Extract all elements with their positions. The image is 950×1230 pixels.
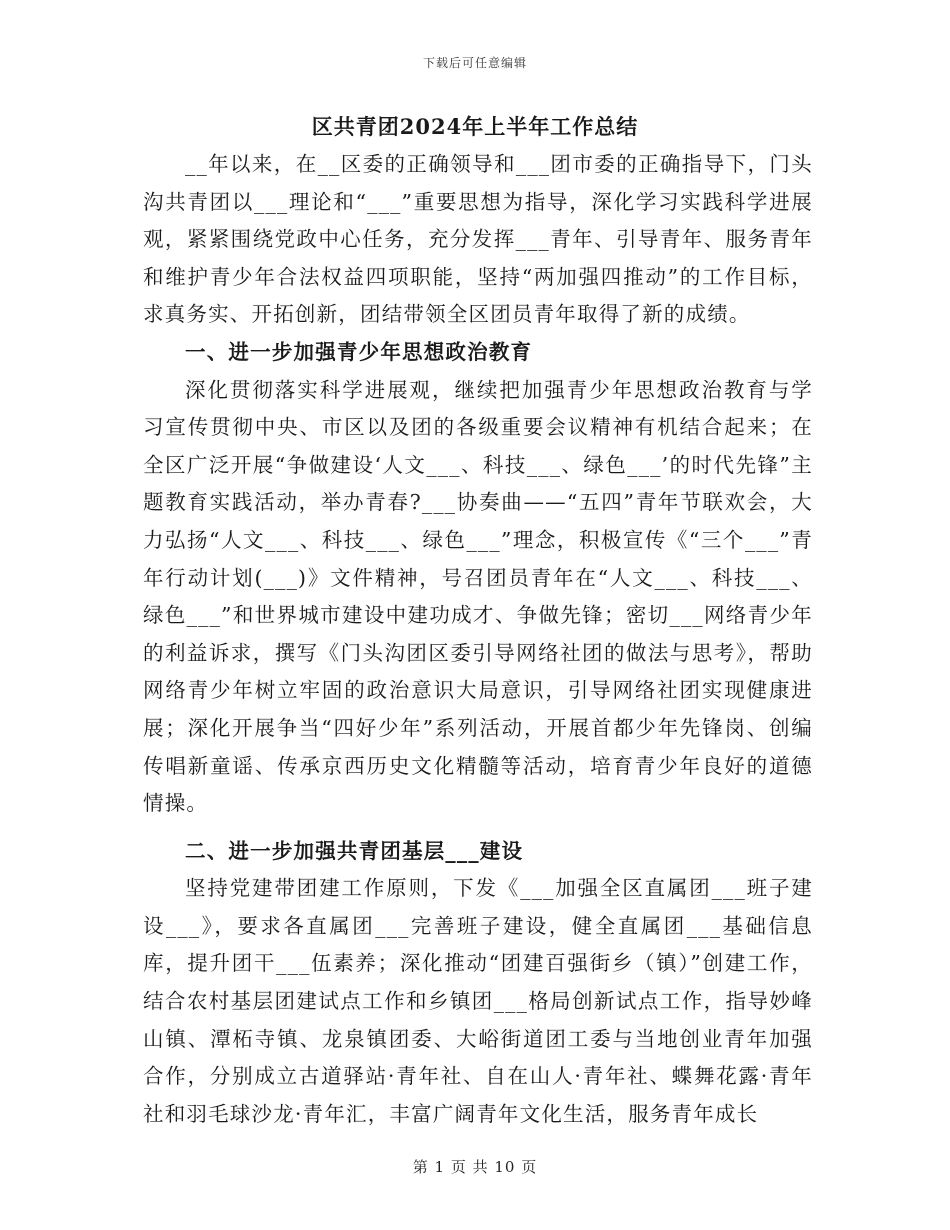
page-header: 下载后可任意编辑 [422,56,527,70]
page-number: 第 1 页 共 10 页 [412,1158,538,1176]
section-heading-2: 二、进一步加强共青团基层___建设 [185,838,524,863]
section-body-2: 坚持党建带团建工作原则，下发《___加强全区直属团___班子建设___》，要求各直属团___完善班子建设，健全直属团___基础信息库，提升团干___伍素养；深化推动“团建百强街乡（镇）”创建工作，结合农村基层团建试点工作和乡镇团___格局创新试点工作，指导妙峰山镇、潭柘寺镇、龙泉镇团委、大峪街道团工委与当地创业青年加强合作，分别成立古道驿站·青年社、自在山人·青年社、蝶舞花露·青年社和羽毛球沙龙·青年汇，丰富广阔青年文化生活，服务青年成长 [143,876,813,1126]
section-heading-1: 一、进一步加强青少年思想政治教育 [185,339,533,364]
section-body-1: 深化贯彻落实科学进展观，继续把加强青少年思想政治教育与学习宣传贯彻中央、市区以及团的各级重要会议精神有机结合起来；在全区广泛开展“争做建设‘人文___、科技___、绿色___’的时代先锋”主题教育实践活动，举办青春?___协奏曲——“五四”青年节联欢会，大力弘扬“人文___、科技___、绿色___”理念，积极宣传《“三个___”青年行动计划(___)》文件精神，号召团员青年在“人文___、科技___、绿色___”和世界城市建设中建功成才、争做先锋；密切___网络青少年的利益诉求，撰写《门头沟团区委引导网络社团的做法与思考》，帮助网络青少年树立牢固的政治意识大局意识，引导网络社团实现健康进展；深化开展争当“四好少年”系列活动，开展首都少年先锋岗、创编传唱新童谣、传承京西历史文化精髓等活动，培育青少年良好的道德情操。 [143,377,813,816]
document-title: 区共青团2024年上半年工作总结 [311,114,639,139]
intro-paragraph: __年以来，在__区委的正确领导和___团市委的正确指导下，门头沟共青团以___理论和“___”重要思想为指导，深化学习实践科学进展观，紧紧围绕党政中心任务，充分发挥___青年、引导青年、服务青年和维护青少年合法权益四项职能，坚持“两加强四推动”的工作目标，求真务实、开拓创新，团结带领全区团员青年取得了新的成绩。 [143,152,813,327]
document-body [143,146,813,1133]
